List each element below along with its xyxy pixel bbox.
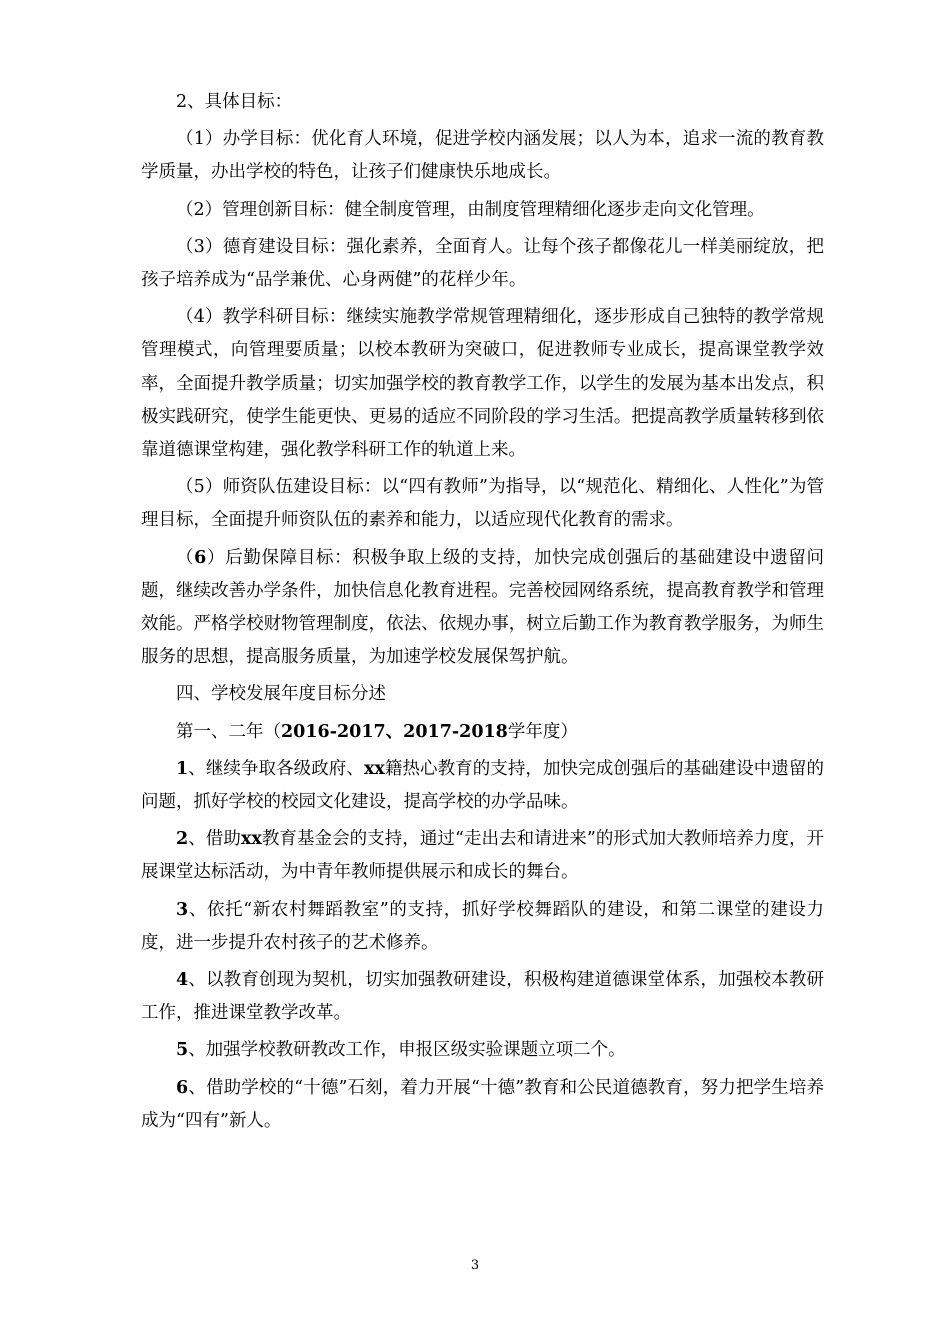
text-run: （5）师资队伍建设目标：以“四有教师”为指导，以“规范化、精细化、人性化”为管理目标，全面提升师资队伍的素养和能力，以适应现代化教育的需求。 xyxy=(141,477,824,531)
paragraph-p3 xyxy=(141,194,824,227)
text-run: 、依托“新农村舞蹈教室”的支持，抓好学校舞蹈队的建设，和第二课堂的建设力度，进一步提升农村孩子的艺术修养。 xyxy=(141,899,824,953)
text-run: （1）办学目标：优化育人环境，促进学校内涵发展；以人为本，追求一流的教育教学质量，办出学校的特色，让孩子们健康快乐地成长。 xyxy=(141,129,824,183)
text-run: 、借助学校的“十德”石刻，着力开展“十德”教育和公民道德教育，努力把学生培养成为“四有”新人。 xyxy=(141,1077,824,1131)
paragraph-p14 xyxy=(141,1034,824,1067)
paragraph-p13 xyxy=(141,964,824,1030)
text-run: 3 xyxy=(176,899,189,920)
text-run: 6 xyxy=(194,547,207,568)
paragraph-p1 xyxy=(141,86,824,119)
text-run: 6 xyxy=(176,1077,189,1098)
text-run: 5 xyxy=(176,1040,189,1061)
paragraph-p11 xyxy=(141,823,824,889)
paragraph-p8 xyxy=(141,678,824,711)
paragraph-p2 xyxy=(141,123,824,189)
text-run: 2016-2017、2017-2018 xyxy=(281,721,508,742)
text-run: 、借助 xyxy=(188,829,241,850)
text-run: 、以教育创现为契机，切实加强教研建设，积极构建道德课堂体系，加强校本教研工作，推进课堂教学改革。 xyxy=(141,970,824,1024)
text-run: 1 xyxy=(176,758,189,779)
text-run: ）后勤保障目标：积极争取上级的支持，加快完成创强后的基础建设中遗留问题，继续改善办学条件，加快信息化教育进程。完善校园网络系统，提高教育教学和管理效能。严格学校财物管理制度，依法、依规办事，树立后勤工作为教育教学服务，为师生服务的思想，提高服务质量，为加速学校发展保驾护航。 xyxy=(141,547,825,668)
text-run: 四、学校发展年度目标分述 xyxy=(176,684,386,705)
text-run: xx xyxy=(363,758,385,779)
paragraph-p15 xyxy=(141,1072,824,1138)
paragraph-p10 xyxy=(141,753,824,819)
text-run: （4）教学科研目标：继续实施教学常规管理精细化，逐步形成自己独特的教学常规管理模式，向管理要质量；以校本教研为突破口，促进教师专业成长，提高课堂教学效率，全面提升教学质量；切实加强学校的教育教学工作，以学生的发展为基本出发点，积极实践研究，使学生能更快、更易的适应不同阶段的学习生活。把提高教学质量转移到依靠道德课堂构建，强化教学科研工作的轨道上来。 xyxy=(141,307,824,461)
text-run: 籍热心教育的支持，加快完成创强后的基础建设中遗留的问题，抓好学校的校园文化建设，提高学校的办学品味。 xyxy=(141,758,825,813)
body-text xyxy=(141,86,824,1142)
paragraph-p12 xyxy=(141,894,824,960)
paragraph-p5 xyxy=(141,301,824,467)
text-run: 2 xyxy=(176,829,189,850)
paragraph-p6 xyxy=(141,471,824,537)
text-run: （2）管理创新目标：健全制度管理，由制度管理精细化逐步走向文化管理。 xyxy=(176,199,765,220)
text-run: 4 xyxy=(176,970,189,991)
text-run: 教育基金会的支持，通过“走出去和请进来”的形式加大教师培养力度，开展课堂达标活动，为中青年教师提供展示和成长的舞台。 xyxy=(141,829,824,883)
text-run: （3）德育建设目标：强化素养，全面育人。让每个孩子都像花儿一样美丽绽放，把孩子培养成为“品学兼优、心身两健”的花样少年。 xyxy=(141,236,824,291)
text-run: 2、具体目标： xyxy=(176,92,293,112)
text-run: xx xyxy=(240,829,262,850)
paragraph-p7 xyxy=(141,542,824,675)
paragraph-p4 xyxy=(141,231,824,297)
paragraph-p9 xyxy=(141,716,824,749)
text-run: 第一、二年（ xyxy=(176,721,281,742)
page-number: 3 xyxy=(470,1258,480,1273)
text-run: 、加强学校教研教改工作，申报区级实验课题立项二个。 xyxy=(188,1040,626,1061)
text-run: 、继续争取各级政府、 xyxy=(188,758,364,779)
text-run: 学年度） xyxy=(507,721,578,742)
text-run: （ xyxy=(176,547,195,568)
